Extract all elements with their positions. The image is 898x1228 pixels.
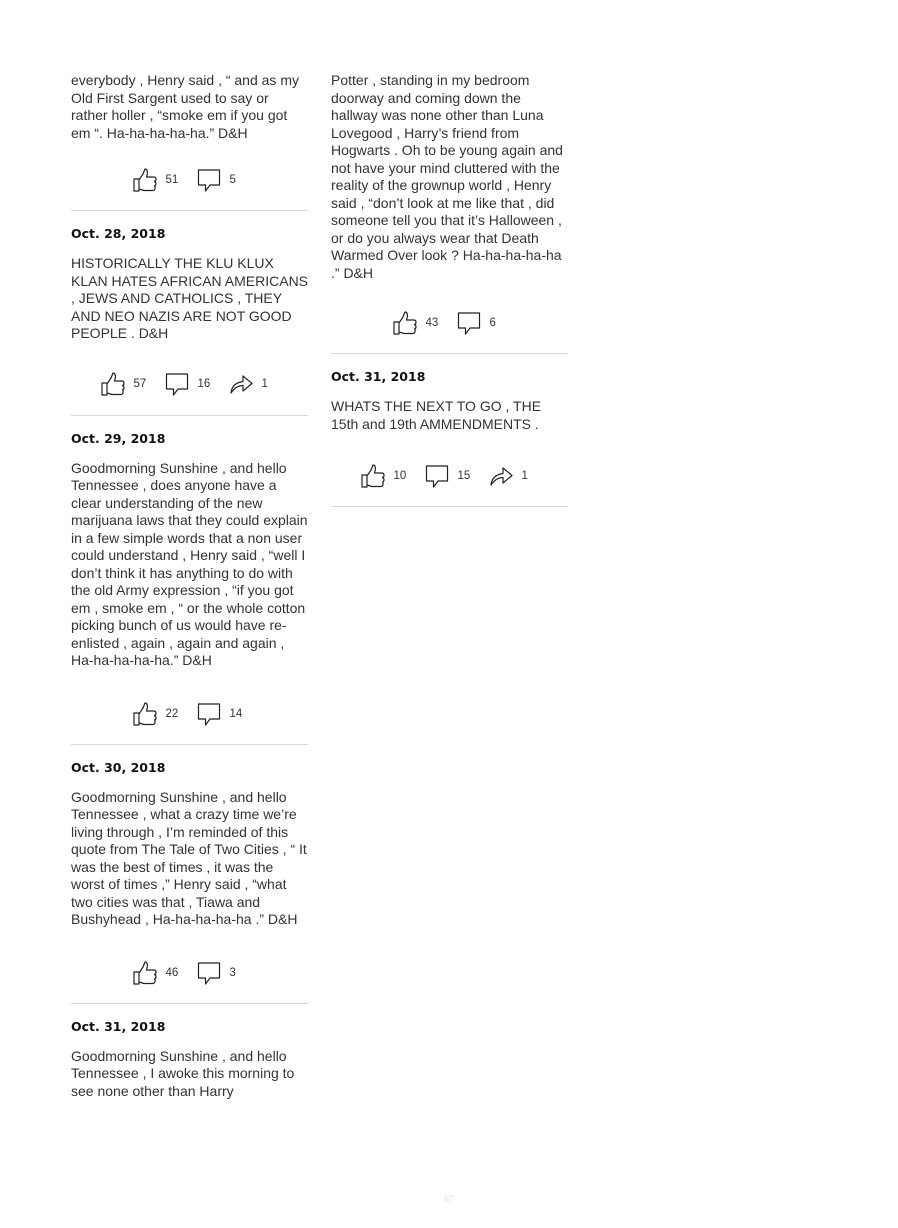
thumbs-up-icon — [132, 701, 158, 727]
post-date: Oct. 31, 2018 — [331, 369, 426, 384]
post-date: Oct. 29, 2018 — [71, 430, 166, 446]
post-text: WHATS THE NEXT TO GO , THE 15th and 19th AMMENDMENTS . — [331, 398, 542, 432]
post-separator — [71, 415, 308, 416]
right-column — [331, 72, 568, 507]
comment-count: 5 — [229, 174, 236, 186]
post-date: Oct. 30, 2018 — [71, 759, 166, 775]
post-separator — [331, 506, 568, 507]
thumbs-up-icon — [392, 310, 418, 336]
post-text: Goodmorning Sunshine , and hello Tennessee , does anyone have a clear understanding of the new marijuana laws that they could explain in a few simple words that a non user could understand , Henry said , “well I don’t think it has anything to do with the old Army expression , “if you got em , smoke em , “ or the whole cotton picking bunch of us would have re-enlisted , again , again and again , Ha-ha-ha-ha-ha.” D&H — [71, 459, 308, 668]
post-text: Potter , standing in my bedroom doorway and coming down the hallway was none other than Luna Lovegood , Harry’s friend from Hogwarts . Oh to be young again and not have your mind cluttered with the reality of the grownup world , Henry said , “don’t look at me like that , did someone tell you that it’s Halloween , or do you always wear that Death Warmed Over look ? Ha-ha-ha-ha-ha .” D&H — [331, 72, 563, 281]
speech-bubble-icon — [196, 701, 222, 727]
like-count: 22 — [165, 707, 179, 720]
post-text: Goodmorning Sunshine , and hello Tennessee , what a crazy time we’re living through , I’m reminded of this quote from The Tale of Two Cities , “ It was the best of times , it was the worst of times ,” Henry said , “what two cities was that , Tiawa and Bushyhead , Ha-ha-ha-ha-ha .” D&H — [71, 788, 307, 927]
post — [71, 1018, 308, 1101]
speech-bubble-icon — [196, 960, 222, 986]
like-button[interactable] — [132, 960, 184, 986]
comment-button[interactable] — [164, 371, 216, 397]
thumbs-up-icon — [132, 960, 158, 986]
like-button[interactable] — [132, 701, 184, 727]
speech-bubble-icon — [164, 371, 190, 397]
like-button[interactable] — [392, 310, 444, 336]
speech-bubble-icon — [424, 463, 450, 489]
like-button[interactable] — [360, 463, 412, 489]
comment-button[interactable] — [424, 463, 476, 489]
post-separator — [331, 353, 568, 354]
comment-button[interactable] — [196, 960, 248, 986]
post — [331, 72, 568, 354]
like-count: 46 — [165, 966, 179, 979]
post-stats — [71, 369, 308, 399]
speech-bubble-icon — [196, 167, 222, 193]
post-stats — [71, 958, 308, 988]
share-arrow-icon — [228, 371, 254, 397]
like-count: 51 — [165, 174, 179, 186]
like-button[interactable] — [132, 167, 184, 193]
comment-count: 3 — [229, 966, 236, 979]
post-separator — [71, 1003, 308, 1004]
post-text: HISTORICALLY THE KLU KLUX KLAN HATES AFRICAN AMERICANS , JEWS AND CATHOLICS , THEY AND NEO NAZIS ARE NOT GOOD PEOPLE . D&H — [71, 255, 309, 341]
post-stats — [331, 461, 568, 491]
like-button[interactable] — [100, 371, 152, 397]
speech-bubble-icon — [456, 310, 482, 336]
share-button[interactable] — [488, 463, 540, 489]
comment-count: 15 — [457, 470, 471, 482]
thumbs-up-icon — [132, 167, 158, 193]
post — [71, 430, 308, 745]
post-stats — [71, 165, 308, 195]
comment-button[interactable] — [196, 701, 248, 727]
share-button[interactable] — [228, 371, 280, 397]
post — [71, 72, 308, 211]
share-arrow-icon — [488, 463, 514, 489]
comment-count: 6 — [489, 317, 496, 329]
post-stats — [71, 699, 308, 729]
post-text: Goodmorning Sunshine , and hello Tennessee , I awoke this morning to see none other than Harry — [71, 1047, 295, 1099]
comment-button[interactable] — [456, 310, 508, 336]
comment-count: 16 — [197, 377, 211, 390]
like-count: 57 — [133, 377, 147, 390]
post-date: Oct. 31, 2018 — [71, 1018, 166, 1034]
post — [71, 759, 308, 1004]
post-separator — [71, 210, 308, 211]
thumbs-up-icon — [360, 463, 386, 489]
post-text: everybody , Henry said , “ and as my Old First Sargent used to say or rather holler , “smoke em if you got em “. Ha-ha-ha-ha-ha.” D&H — [71, 72, 299, 141]
thumbs-up-icon — [100, 371, 126, 397]
post-date: Oct. 28, 2018 — [71, 226, 166, 241]
share-count: 1 — [521, 470, 528, 482]
page-number: 67 — [443, 1194, 454, 1204]
like-count: 10 — [393, 470, 407, 482]
share-count: 1 — [261, 377, 268, 390]
comment-count: 14 — [229, 707, 243, 720]
post — [331, 368, 568, 507]
comment-button[interactable] — [196, 167, 248, 193]
like-count: 43 — [425, 317, 439, 329]
post-separator — [71, 744, 308, 745]
post — [71, 225, 308, 416]
left-column — [71, 72, 308, 1100]
post-stats — [331, 308, 568, 338]
